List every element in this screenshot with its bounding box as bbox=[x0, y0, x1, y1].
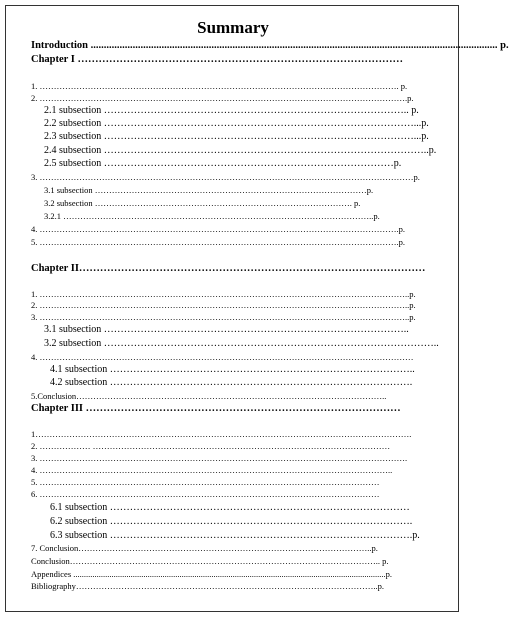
toc-entry-conclusion-final: Conclusion……………………………………………………………………………………………….. p. bbox=[31, 556, 389, 566]
toc-entry: 5. ……………………………………………………………………………………………………………….p. bbox=[31, 237, 405, 247]
toc-subentry: 6.2 subsection ………………………………………………………………………………. bbox=[50, 516, 413, 527]
toc-entry: 1……………………………………………………………………………………………………………………. bbox=[31, 429, 412, 439]
toc-entry: 3. …………………………………………………………………………………………………………………..p. bbox=[31, 312, 416, 322]
toc-entry: 4. …………………………………………………………………………………………………………………… bbox=[31, 352, 414, 362]
toc-subentry: 2.3 subsection …………………………………………………………………………………...p. bbox=[44, 131, 429, 142]
toc-entry: 1. ………………………………………………………………………………………………………………. p. bbox=[31, 81, 408, 91]
toc-subentry: 3.2 subsection ………………………………………………………………………………. p. bbox=[44, 198, 361, 208]
toc-subentry: 3.1 subsection ……………………………………………………………………………………p. bbox=[44, 185, 374, 195]
toc-subentry: 2.2 subsection …………………………………………………………………………………...p. bbox=[44, 118, 429, 129]
toc-entry-conclusion: 7. Conclusion…………………………………………………………………………………………..p. bbox=[31, 543, 378, 553]
toc-subentry: 3.1 subsection ……………………………………………………………………………….. bbox=[44, 324, 409, 335]
toc-entry: 4. …………………………………………………………………………………………………………….. bbox=[31, 465, 393, 475]
toc-entry: 2. ……………… …………………………………………………………………………………………… bbox=[31, 441, 391, 451]
toc-subentry: 3.2 subsection ……………………………………………………………………………………….. bbox=[44, 338, 439, 349]
toc-entry: 2. …………………………………………………………………………………………………………………..p. bbox=[31, 300, 416, 310]
toc-subentry: 2.1 subsection ……………………………………………………………………………….. p. bbox=[44, 105, 419, 116]
toc-entry-appendices: Appendices ...................................................................................................................................................p. bbox=[31, 569, 393, 579]
page-title: Summary bbox=[197, 18, 269, 37]
toc-entry-introduction: Introduction ........................................................................................................................................................... p. bbox=[31, 40, 509, 51]
toc-entry-conclusion: 5.Conclusion……………………………………………………………………………………………….. bbox=[31, 391, 387, 401]
toc-subentry: 2.4 subsection ……………………………………………………………………………………..p. bbox=[44, 145, 437, 156]
toc-subentry: 6.1 subsection ……………………………………………………………………………… bbox=[50, 502, 410, 513]
toc-heading-chapter-1: Chapter I ………………………………………………………………………………… bbox=[31, 54, 403, 65]
toc-subentry: 4.1 subsection ……………………………………………………………………………….. bbox=[50, 364, 415, 375]
toc-entry-bibliography: Bibliography……………………………………………………………………………………………..p. bbox=[31, 581, 384, 591]
toc-subentry: 4.2 subsection ………………………………………………………………………………. bbox=[50, 377, 413, 388]
toc-entry: 5. ………………………………………………………………………………………………………… bbox=[31, 477, 380, 487]
toc-heading-chapter-3: Chapter III ……………………………………………………………………………… bbox=[31, 403, 401, 414]
toc-entry: 1. …………………………………………………………………………………………………………………..p. bbox=[31, 289, 416, 299]
toc-entry: 3. ……………………………………………………………………………………………………………………p. bbox=[31, 172, 420, 182]
toc-heading-chapter-2: Chapter II……………………………………………………………………………………… bbox=[31, 263, 426, 274]
toc-entry: 4. ……………………………………………………………………………………………………………….p. bbox=[31, 224, 405, 234]
toc-entry: 2. ………………………………………………………………………………………………………………….p. bbox=[31, 93, 414, 103]
toc-subentry: 6.3 subsection ……………………………………………………………………………….p. bbox=[50, 530, 420, 541]
toc-entry: 3. …………………………………………………………………………………………………………………. bbox=[31, 453, 408, 463]
toc-subentry: 3.2.1 ………………………………………………………………………………………………..p. bbox=[44, 211, 380, 221]
toc-entry: 6. ………………………………………………………………………………………………………… bbox=[31, 489, 380, 499]
toc-subentry: 2.5 subsection ……………………………………………………………………………p. bbox=[44, 158, 402, 169]
